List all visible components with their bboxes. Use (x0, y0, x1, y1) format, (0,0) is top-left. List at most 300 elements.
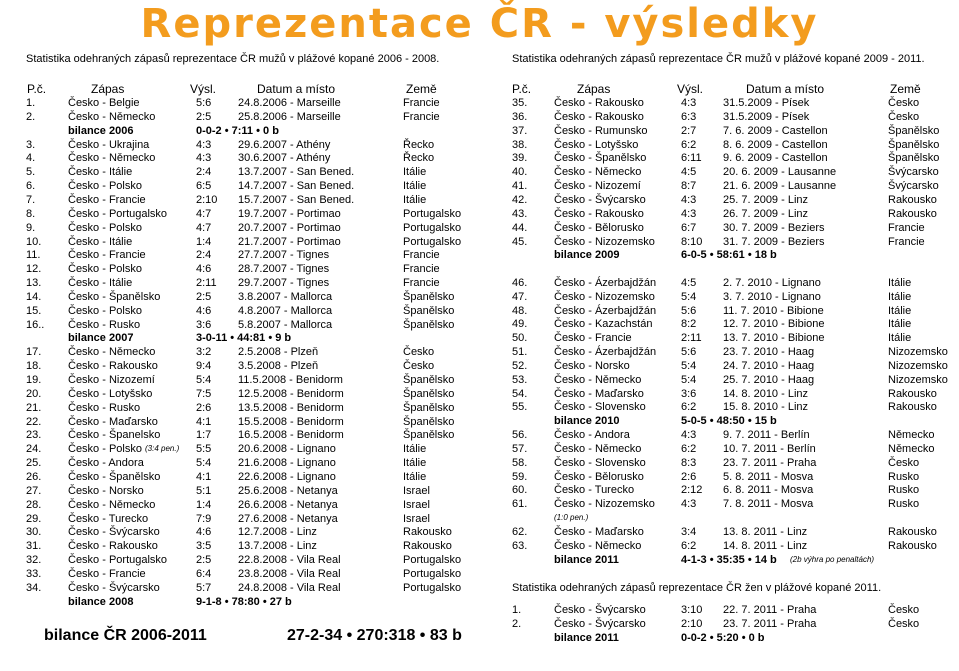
match-teams: Česko - Německo (554, 539, 642, 552)
match-country: Španělsko (888, 152, 940, 165)
match-teams: Česko - Francie (68, 249, 146, 262)
match-number: 7. (26, 193, 36, 206)
match-date-place: 29.6.2007 - Athény (238, 138, 331, 151)
match-teams: Česko - Španělsko (554, 152, 647, 165)
match-teams: Česko - Bělorusko (554, 221, 644, 234)
match-number: 44. (512, 221, 528, 234)
match-teams: Česko - Itálie (68, 235, 133, 248)
match-score: 2:6 (681, 470, 697, 483)
match-country: Francie (403, 110, 440, 123)
match-score: 4:3 (681, 193, 697, 206)
match-score: 4:5 (681, 277, 697, 289)
match-teams: Česko - Španělsko (68, 290, 161, 303)
total-value: 27-2-34 • 270:318 • 83 b (287, 627, 462, 644)
match-score: 4:6 (196, 526, 212, 539)
match-teams: Česko - Francie (68, 567, 146, 580)
match-number: 1. (512, 604, 522, 616)
bilance-value: 4-1-3 • 35:35 • 14 b (681, 553, 777, 566)
match-date-place: 31.5.2009 - Písek (723, 97, 810, 109)
match-row (0, 345, 948, 359)
match-number: 42. (512, 193, 528, 206)
match-number: 45. (512, 235, 528, 248)
match-country: Rakousko (888, 387, 937, 400)
bilance-label: bilance 2010 (554, 415, 620, 428)
match-teams: Česko - Kazachstán (554, 318, 653, 331)
match-date-place: 22.8.2008 - Vila Real (238, 554, 341, 567)
match-number: 38. (512, 138, 528, 151)
match-date-place: 23.8.2008 - Vila Real (238, 567, 341, 580)
match-date-place: 20. 6. 2009 - Lausanne (723, 166, 837, 179)
bilance-value: 0-0-2 • 5:20 • 0 b (681, 631, 765, 644)
match-country: Nizozemsko (888, 359, 948, 372)
match-score: 5:7 (196, 581, 212, 594)
match-row (0, 165, 939, 179)
match-date-place: 6. 8. 2011 - Mosva (723, 484, 814, 497)
header-num: P.č. (512, 82, 532, 96)
bilance-value: 6-0-5 • 58:61 • 18 b (681, 249, 777, 262)
match-date-place: 15. 8. 2010 - Linz (723, 401, 809, 414)
match-number: 58. (512, 456, 528, 469)
match-country: Rusko (888, 484, 920, 497)
match-country: Rakousko (888, 207, 937, 220)
total-label: bilance ČR 2006-2011 (44, 627, 207, 644)
match-number: 2. (26, 110, 36, 123)
match-teams: Česko - Rakousko (68, 360, 158, 373)
match-score: 7:9 (196, 512, 212, 525)
match-date-place: 24.8.2008 - Vila Real (238, 581, 341, 594)
match-country: Česko (888, 604, 920, 616)
match-date-place: 7. 8. 2011 - Mosva (723, 498, 814, 511)
match-date-place: 13.7.2007 - San Bened. (238, 166, 355, 179)
match-country: Rakousko (888, 539, 937, 552)
match-row (0, 373, 948, 387)
match-country: Španělsko (888, 124, 940, 137)
match-row (0, 470, 920, 484)
match-row (0, 483, 920, 497)
match-score: 5:6 (681, 346, 697, 359)
penalty-note: (1:0 pen.) (554, 513, 589, 523)
match-score: 6:11 (681, 152, 702, 165)
match-number: 6. (26, 180, 36, 193)
match-number: 18. (26, 360, 42, 373)
match-country: Israel (403, 498, 430, 511)
match-country: Španělsko (403, 318, 455, 331)
match-teams: Česko - Itálie (68, 166, 133, 179)
match-number: 17. (26, 346, 42, 359)
match-date-place: 10. 7. 2011 - Berlín (723, 442, 816, 455)
match-date-place: 13. 8. 2011 - Linz (723, 525, 808, 538)
match-number: 43. (512, 207, 528, 220)
match-date-place: 14. 8. 2011 - Linz (723, 539, 808, 552)
match-row (0, 442, 935, 456)
match-country: Itálie (888, 332, 912, 345)
match-number: 39. (512, 152, 528, 165)
match-number: 27. (26, 484, 42, 497)
match-country: Nizozemsko (888, 373, 948, 386)
match-row (0, 581, 470, 595)
bilance-row (0, 414, 777, 428)
match-score: 3:4 (681, 525, 697, 538)
match-score: 6:3 (681, 110, 697, 123)
match-number: 20. (26, 387, 42, 400)
match-teams: Česko - Rakousko (554, 207, 644, 220)
match-score: 1:7 (196, 429, 212, 442)
penalty-note: (3:4 pen.) (145, 444, 180, 454)
match-score: 8:7 (681, 180, 697, 193)
match-number: 62. (512, 525, 528, 538)
men-2009-2011-subtitle: Statistika odehraných zápasů reprezentace ČR mužů v plážové kopané 2009 - 2011. (512, 53, 925, 65)
match-date-place: 8. 6. 2009 - Castellon (723, 138, 828, 151)
match-date-place: 12.5.2008 - Benidorm (238, 387, 344, 400)
match-teams: Česko - Portugalsko (68, 207, 168, 220)
match-row (0, 221, 925, 235)
match-country: Portugalsko (403, 554, 462, 567)
match-score: 5:1 (196, 484, 212, 497)
match-teams: Česko - Francie (68, 193, 146, 206)
match-score: 5:6 (196, 97, 212, 109)
match-score: 3:6 (681, 387, 697, 400)
match-number: 47. (512, 290, 528, 303)
bilance-value: 9-1-8 • 78:80 • 27 b (196, 595, 292, 608)
match-number: 24. (26, 443, 42, 456)
match-number: 41. (512, 180, 528, 193)
match-number: 10. (26, 235, 42, 248)
match-date-place: 21.6.2008 - Lignano (238, 457, 336, 470)
match-country: Rakousko (403, 540, 452, 553)
match-number: 9. (26, 221, 36, 234)
match-date-place: 23. 7. 2011 - Praha (723, 617, 817, 630)
match-number: 40. (512, 166, 528, 179)
match-number: 4. (26, 152, 36, 165)
match-country: Rakousko (403, 526, 452, 539)
match-row (0, 138, 940, 152)
match-teams: Česko - Rusko (68, 401, 141, 414)
match-teams: Česko - Polsko (68, 221, 142, 234)
match-teams: Česko - Norsko (68, 484, 144, 497)
match-number: 21. (26, 401, 42, 414)
match-teams: Česko - Německo (554, 166, 642, 179)
match-score: 4:3 (196, 152, 212, 165)
match-country: Rakousko (888, 401, 937, 414)
header-date: Datum a místo (257, 82, 336, 96)
match-number: 1. (26, 97, 36, 109)
match-score: 6:4 (196, 567, 212, 580)
match-row (0, 456, 920, 470)
match-number: 30. (26, 526, 42, 539)
match-teams: Česko - Německo (68, 346, 156, 359)
match-number: 51. (512, 346, 528, 359)
match-country: Rusko (888, 470, 920, 483)
match-number: 59. (512, 470, 528, 483)
match-date-place: 14.7.2007 - San Bened. (238, 180, 355, 193)
match-score: 8:2 (681, 318, 697, 331)
match-date-place: 23. 7. 2010 - Haag (723, 346, 815, 359)
match-date-place: 3.8.2007 - Mallorca (238, 290, 333, 303)
match-date-place: 20.7.2007 - Portimao (238, 221, 341, 234)
match-country: Francie (403, 249, 440, 262)
match-date-place: 21.7.2007 - Portimao (238, 235, 341, 248)
match-country: Portugalsko (403, 235, 462, 248)
match-score: 2:11 (196, 277, 217, 290)
match-date-place: 26. 7. 2009 - Linz (723, 207, 809, 220)
match-number: 54. (512, 387, 528, 400)
match-score: 4:7 (196, 221, 212, 234)
match-row (0, 539, 937, 553)
match-number: 32. (26, 554, 42, 567)
match-date-place: 27.7.2007 - Tignes (238, 249, 330, 262)
match-date-place: 3.5.2008 - Plzeň (238, 360, 319, 373)
match-country: Německo (888, 442, 935, 455)
match-country: Španělsko (888, 138, 940, 151)
match-score: 4:1 (196, 470, 212, 483)
bilance-value: 5-0-5 • 48:50 • 15 b (681, 415, 777, 428)
header-score: Výsl. (677, 82, 704, 96)
match-teams: Česko - Andora (554, 429, 630, 442)
match-teams: Česko - Švýcarsko (68, 581, 160, 594)
match-number: 12. (26, 263, 42, 276)
match-date-place: 15.7.2007 - San Bened. (238, 193, 355, 206)
match-number: 16.. (26, 318, 45, 331)
match-country: Španělsko (403, 290, 455, 303)
match-score: 4:3 (681, 498, 697, 511)
match-teams: Česko - Nizozemí (68, 374, 155, 386)
match-teams: Česko - Švýcarsko (554, 193, 646, 206)
match-teams: Česko - Polsko (68, 304, 142, 317)
match-score: 6:5 (196, 180, 212, 193)
match-teams: Česko - Ázerbajdžán (554, 304, 657, 317)
match-row (0, 193, 937, 207)
match-teams: Česko - Švýcarsko (554, 617, 646, 630)
match-number: 63. (512, 539, 528, 552)
match-number: 50. (512, 332, 528, 345)
match-teams: Česko - Německo (68, 498, 156, 511)
match-teams: Česko - Švýcarsko (68, 526, 160, 539)
match-score: 4:3 (196, 138, 212, 151)
match-date-place: 16.5.2008 - Benidorm (238, 429, 344, 442)
match-country: Itálie (888, 318, 912, 331)
match-date-place: 24. 7. 2010 - Haag (723, 359, 815, 372)
match-country: Řecko (403, 138, 435, 151)
match-teams: Česko - Slovensko (554, 456, 646, 469)
match-country: Israel (403, 512, 430, 525)
match-row (0, 331, 912, 345)
match-date-place: 29.7.2007 - Tignes (238, 277, 330, 290)
match-teams: Česko - Turecko (68, 512, 149, 525)
match-date-place: 2.5.2008 - Plzeň (238, 346, 319, 359)
bilance-label: bilance 2009 (554, 249, 620, 262)
match-row (0, 317, 912, 331)
match-score: 7:5 (196, 387, 212, 400)
match-date-place: 19.7.2007 - Portimao (238, 207, 341, 220)
match-country: Španělsko (403, 415, 455, 428)
match-teams: Česko - Německo (68, 110, 156, 123)
match-score: 2:12 (681, 484, 703, 497)
bilance-label: bilance 2008 (68, 595, 134, 608)
match-teams: Česko - Polsko (68, 263, 142, 276)
match-score: 6:2 (681, 539, 697, 552)
match-teams: Česko - Rakousko (554, 97, 644, 109)
match-date-place: 26.6.2008 - Netanya (238, 498, 338, 511)
match-country: Francie (888, 235, 925, 248)
match-score: 5:6 (681, 304, 697, 317)
match-country: Nizozemsko (888, 346, 948, 359)
bilance-label: bilance 2011 (554, 553, 619, 566)
match-country: Česko (888, 97, 920, 109)
bilance-row (0, 553, 875, 567)
match-number: 14. (26, 290, 42, 303)
match-country: Španělsko (403, 429, 455, 442)
match-date-place: 23. 7. 2011 - Praha (723, 456, 817, 469)
match-score: 5:5 (196, 443, 212, 456)
men-2006-2008-subtitle: Statistika odehraných zápasů reprezentace ČR mužů v plážové kopané 2006 - 2008. (26, 53, 440, 65)
match-score: 4:6 (196, 304, 212, 317)
match-score: 3:10 (681, 604, 703, 616)
match-date-place: 3. 7. 2010 - Lignano (723, 290, 821, 303)
match-score: 5:4 (681, 359, 697, 372)
match-score: 3:5 (196, 540, 212, 553)
match-teams: Česko - Španelsko (68, 429, 161, 442)
match-date-place: 22.6.2008 - Lignano (238, 470, 336, 483)
match-country: Španělsko (403, 304, 455, 317)
match-country: Itálie (403, 443, 427, 456)
match-score: 2:5 (196, 290, 212, 303)
match-row (0, 262, 470, 276)
bilance-value: 0-0-2 • 7:11 • 0 b (196, 124, 279, 137)
match-date-place: 31.5.2009 - Písek (723, 110, 810, 123)
match-date-place: 25.8.2006 - Marseille (238, 110, 341, 123)
match-date-place: 31. 7. 2009 - Beziers (723, 235, 825, 248)
match-date-place: 2. 7. 2010 - Lignano (723, 277, 821, 289)
match-score: 1:4 (196, 498, 212, 511)
match-date-place: 11. 7. 2010 - Bibione (723, 304, 824, 317)
match-country: Rakousko (888, 525, 937, 538)
match-date-place: 22. 7. 2011 - Praha (723, 604, 817, 616)
match-teams: Česko - Německo (68, 152, 156, 165)
match-score: 2:10 (196, 193, 218, 206)
match-row (0, 512, 470, 526)
match-teams: Česko - Ázerbajdžán (554, 277, 657, 289)
match-country: Itálie (403, 457, 427, 470)
match-country: Francie (888, 221, 925, 234)
match-country: Španělsko (403, 401, 455, 414)
match-teams: Česko - Andora (68, 457, 144, 470)
match-country: Španělsko (403, 374, 455, 386)
match-date-place: 21. 6. 2009 - Lausanne (723, 180, 837, 193)
match-teams: Česko - Turecko (554, 484, 635, 497)
match-score: 3:6 (196, 318, 212, 331)
match-score: 5:4 (196, 457, 212, 470)
match-teams: Česko - Belgie (68, 97, 140, 109)
match-country: Portugalsko (403, 207, 462, 220)
match-date-place: 28.7.2007 - Tignes (238, 263, 330, 276)
bilance-note: (2b výhra po penaltách) (790, 554, 875, 564)
match-score: 4:5 (681, 166, 697, 179)
match-teams: Česko - Nizozemsko (554, 498, 655, 511)
match-teams: Česko - Maďarsko (554, 525, 644, 538)
match-country: Česko (888, 110, 920, 123)
match-date-place: 25. 7. 2010 - Haag (723, 373, 815, 386)
match-teams: Česko - Nizozemsko (554, 290, 655, 303)
match-number: 23. (26, 429, 42, 442)
match-number: 26. (26, 470, 42, 483)
match-score: 6:2 (681, 401, 697, 414)
match-date-place: 13.7.2008 - Linz (238, 540, 317, 553)
match-teams: Česko - Lotyšsko (68, 387, 153, 400)
match-score: 2:4 (196, 249, 212, 262)
match-row (0, 304, 912, 318)
match-score: 4:3 (681, 207, 697, 220)
match-country: Israel (403, 484, 430, 497)
match-score: 1:4 (196, 235, 212, 248)
match-teams: Česko - Maďarsko (554, 387, 644, 400)
match-teams: Česko - Polsko (68, 443, 142, 456)
header-country: Země (890, 82, 921, 96)
match-country: Itálie (403, 166, 427, 179)
match-date-place: 12. 7. 2010 - Bibione (723, 318, 825, 331)
match-number: 53. (512, 373, 528, 386)
match-number: 19. (26, 374, 42, 386)
match-row (0, 359, 948, 373)
match-number: 25. (26, 457, 42, 470)
match-score: 4:1 (196, 415, 212, 428)
match-country: Itálie (888, 277, 912, 289)
match-score: 4:7 (196, 207, 212, 220)
bilance-label: bilance 2006 (68, 124, 134, 137)
match-country: Německo (888, 429, 935, 442)
match-country: Česko (403, 360, 435, 373)
match-date-place: 9. 6. 2009 - Castellon (723, 152, 828, 165)
match-country: Itálie (888, 290, 912, 303)
match-country: Itálie (403, 180, 427, 193)
match-teams: Česko - Itálie (68, 277, 133, 290)
match-country: Švýcarsko (888, 166, 939, 179)
match-number: 46. (512, 277, 528, 289)
match-date-place: 5.8.2007 - Mallorca (238, 318, 333, 331)
match-row (0, 603, 920, 617)
match-teams: Česko - Slovensko (554, 401, 646, 414)
match-score: 5:4 (681, 290, 697, 303)
match-country: Francie (403, 263, 440, 276)
match-number: 56. (512, 429, 528, 442)
match-date-place: 13.5.2008 - Benidorm (238, 401, 344, 414)
match-score: 8:3 (681, 456, 697, 469)
match-date-place: 5. 8. 2011 - Mosva (723, 470, 814, 483)
match-number: 36. (512, 110, 528, 123)
bilance-label: bilance 2007 (68, 332, 134, 345)
match-date-place: 25. 7. 2009 - Linz (723, 193, 809, 206)
header-country: Země (406, 82, 437, 96)
match-score: 2:7 (681, 124, 697, 137)
match-score: 6:2 (681, 138, 697, 151)
match-score: 5:4 (196, 374, 212, 386)
match-teams: Česko - Rusko (68, 318, 141, 331)
match-teams: Česko - Francie (554, 332, 632, 345)
match-country: Francie (403, 277, 440, 290)
match-score: 4:6 (196, 263, 212, 276)
bilance-label: bilance 2011 (554, 631, 619, 644)
match-row (0, 110, 920, 124)
match-row (0, 96, 920, 110)
match-row (0, 235, 925, 249)
match-score: 4:3 (681, 97, 697, 109)
women-subtitle: Statistika odehraných zápasů reprezentace ČR žen v plážové kopané 2011. (512, 582, 882, 594)
match-row (0, 497, 920, 511)
header-num: P.č. (27, 82, 47, 96)
match-date-place: 30.6.2007 - Athény (238, 152, 331, 165)
match-number: 13. (26, 277, 42, 290)
match-country: Česko (403, 346, 435, 359)
match-teams: Česko - Nizozemí (554, 180, 641, 193)
